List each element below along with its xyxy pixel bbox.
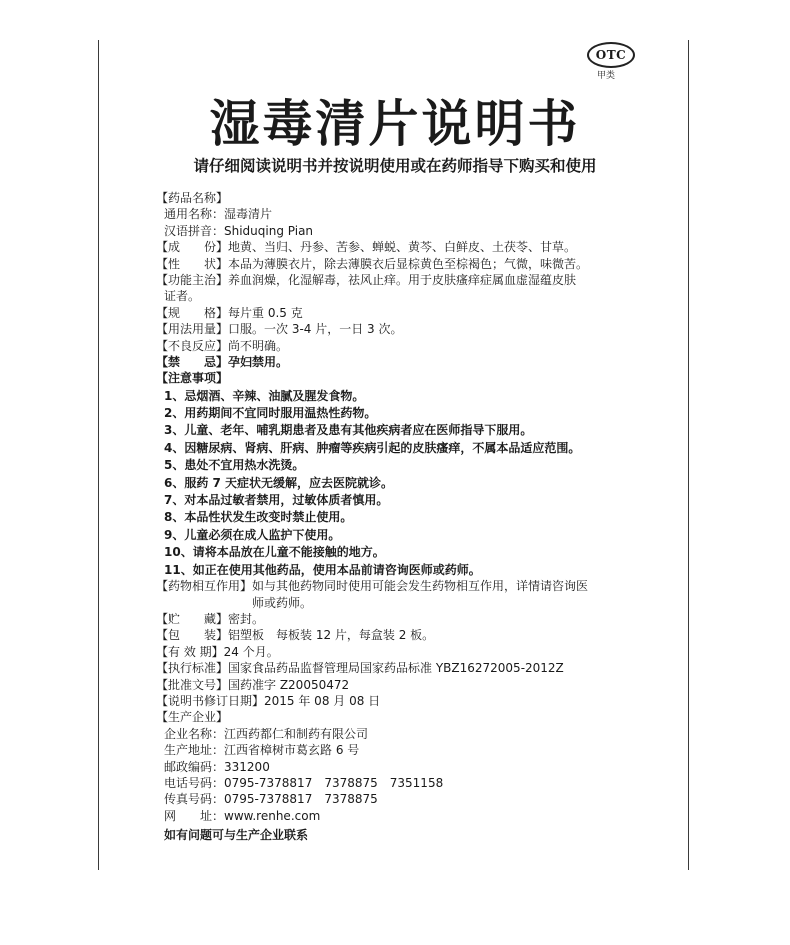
interactions-value: 如与其他药物同时使用可能会发生药物相互作用，详情请咨询医 [252, 579, 589, 594]
indications-continued: 证者。 [164, 289, 201, 304]
precaution-item: 5、患处不宜用热水洗烫。 [164, 458, 305, 473]
storage-label: 【贮 藏】 [156, 611, 229, 626]
specification-label: 【规 格】 [156, 305, 229, 320]
precaution-item: 1、忌烟酒、辛辣、油腻及腥发食物。 [164, 388, 365, 403]
postcode-value: 331200 [224, 759, 270, 774]
validity-value: 24 个月。 [223, 644, 279, 659]
fax-value: 0795-7378817 7378875 [224, 792, 378, 807]
precaution-item: 3、儿童、老年、哺乳期患者及患有其他疾病者应在医师指导下服用。 [164, 423, 533, 438]
indications-row [156, 273, 636, 288]
properties-value: 本品为薄膜衣片，除去薄膜衣后显棕黄色至棕褐色；气微，味微苦。 [228, 256, 589, 271]
pinyin-name: 汉语拼音：Shiduqing Pian [164, 223, 314, 238]
interactions-continued: 师或药师。 [252, 595, 313, 610]
generic-name: 通用名称：湿毒清片 [164, 207, 273, 222]
phone-row [156, 776, 636, 791]
phone-value: 0795-7378817 7378875 7351158 [224, 776, 444, 791]
revision-row [156, 694, 636, 709]
package-value: 铝塑板 每板装 12 片，每盒装 2 板。 [228, 628, 435, 643]
interactions-row [156, 579, 636, 594]
ingredients-label: 【成 份】 [156, 240, 229, 255]
precaution-item: 7、对本品过敏者禁用，过敏体质者慎用。 [164, 493, 389, 508]
precaution-item: 6、服药 7 天症状无缓解，应去医院就诊。 [164, 475, 394, 490]
adverse-value: 尚不明确。 [228, 338, 289, 353]
document-subtitle: 请仔细阅读说明书并按说明使用或在药师指导下购买和使用 [193, 157, 597, 175]
document-title: 湿毒清片说明书 [209, 95, 581, 153]
storage-value: 密封。 [228, 611, 265, 626]
properties-row [156, 257, 636, 272]
ingredients-value: 地黄、当归、丹参、苦参、蝉蜕、黄芩、白鲜皮、土茯苓、甘草。 [228, 240, 577, 255]
specification-value: 每片重 0.5 克 [228, 305, 303, 320]
drug-name-header: 【药品名称】 [156, 191, 229, 205]
contact-note: 如有问题可与生产企业联系 [164, 828, 309, 843]
dosage-row [156, 322, 636, 337]
revision-label: 【说明书修订日期】 [156, 694, 265, 709]
precaution-item: 8、本品性状发生改变时禁止使用。 [164, 510, 353, 525]
precaution-item: 4、因糖尿病、肾病、肝病、肿瘤等疾病引起的皮肤瘙痒，不属本品适应范围。 [164, 440, 581, 455]
fax-row [156, 792, 636, 807]
revision-value: 2015 年 08 月 08 日 [264, 694, 381, 709]
indications-label: 【功能主治】 [156, 273, 229, 288]
ingredients-row [156, 240, 636, 255]
contraindications-value: 孕妇禁用。 [228, 355, 289, 370]
interactions-label: 【药物相互作用】 [156, 579, 253, 594]
postcode-label: 邮政编码： [164, 759, 225, 774]
standard-label: 【执行标准】 [156, 661, 229, 676]
dosage-value: 口服。一次 3-4 片，一日 3 次。 [228, 322, 403, 337]
indications-value: 养血润燥，化湿解毒，祛风止痒。用于皮肤瘙痒症属血虚湿蕴皮肤 [228, 273, 577, 288]
precaution-item: 10、请将本品放在儿童不能接触的地方。 [164, 545, 385, 560]
approval-label: 【批准文号】 [156, 677, 229, 692]
adverse-label: 【不良反应】 [156, 338, 229, 353]
standard-row [156, 661, 636, 676]
precautions-header: 【注意事项】 [156, 371, 229, 386]
package-label: 【包 装】 [156, 628, 229, 643]
address-label: 生产地址： [164, 743, 225, 758]
website-value: www.renhe.com [224, 808, 321, 823]
manufacturer-header: 【生产企业】 [156, 710, 229, 725]
validity-label: 【有 效 期】 [156, 644, 224, 659]
dosage-label: 【用法用量】 [156, 322, 229, 337]
adverse-row [156, 339, 636, 354]
precaution-item: 9、儿童必须在成人监护下使用。 [164, 527, 341, 542]
company-name-value: 江西药都仁和制药有限公司 [224, 726, 369, 741]
approval-value: 国药准字 Z20050472 [228, 677, 350, 692]
precaution-item: 2、用药期间不宜同时服用温热性药物。 [164, 406, 377, 421]
precaution-item: 11、如正在使用其他药品，使用本品前请咨询医师或药师。 [164, 562, 481, 577]
website-row [156, 809, 636, 824]
approval-row [156, 678, 636, 693]
postcode-row [156, 760, 636, 775]
otc-category: 甲类 [597, 71, 616, 81]
contraindications-row [156, 355, 636, 370]
address-row [156, 743, 636, 758]
address-value: 江西省樟树市葛玄路 6 号 [224, 743, 360, 758]
website-label: 网 址： [164, 808, 225, 823]
fax-label: 传真号码： [164, 792, 225, 807]
contraindications-label: 【禁 忌】 [156, 355, 229, 370]
package-row [156, 628, 636, 643]
phone-label: 电话号码： [164, 776, 225, 791]
validity-row [156, 645, 636, 660]
otc-label: OTC [595, 48, 627, 62]
company-name-label: 企业名称： [164, 726, 225, 741]
leaflet-body [156, 190, 636, 844]
company-name-row [156, 727, 636, 742]
otc-badge [587, 42, 635, 68]
storage-row [156, 612, 636, 627]
specification-row [156, 306, 636, 321]
standard-value: 国家食品药品监督管理局国家药品标准 YBZ16272005-2012Z [228, 661, 564, 676]
properties-label: 【性 状】 [156, 256, 229, 271]
